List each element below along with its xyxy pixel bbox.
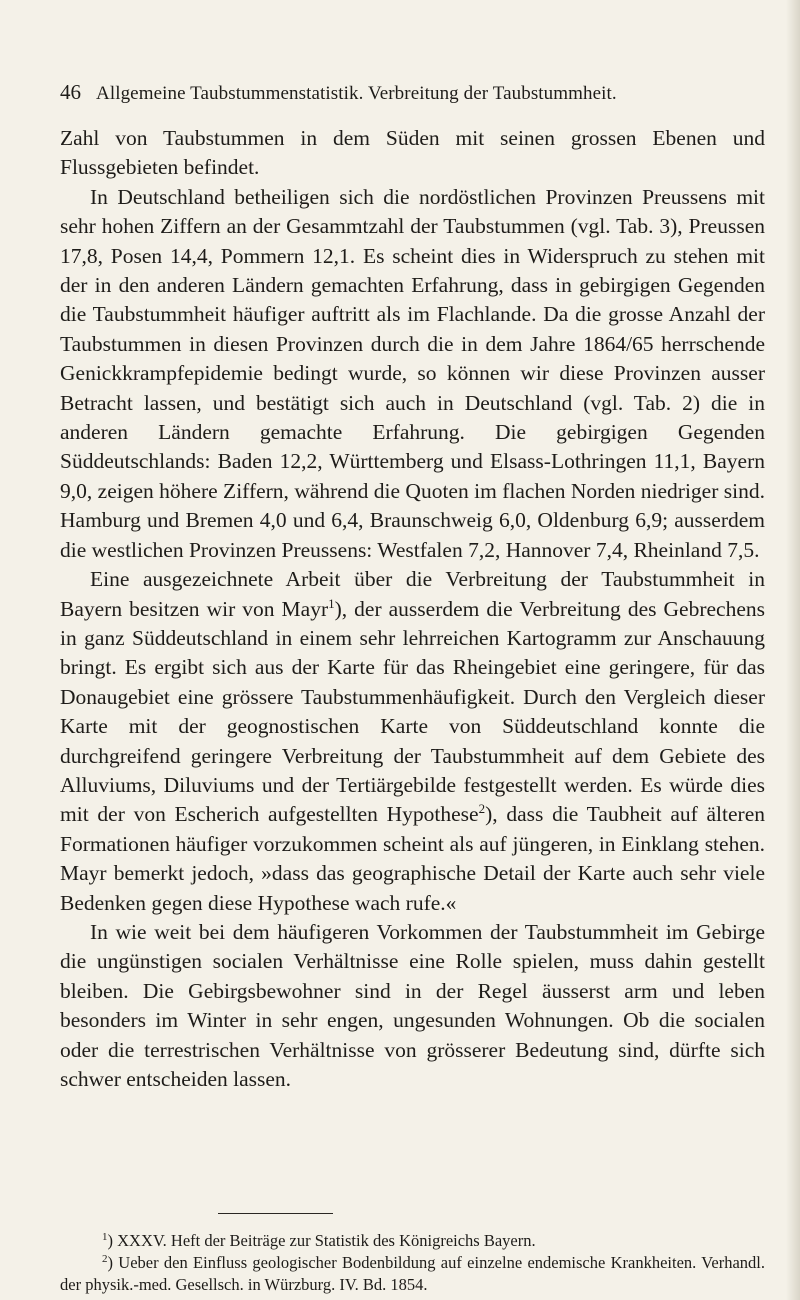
paragraph-text: In wie weit bei dem häufigeren Vorkommen der Taubstummheit im Gebirge die ungünstigen socialen Verhältnisse eine Rolle spielen, muss dahin gestellt bleiben. Die Gebirgsbewohner sind in der Regel äusserst arm und leben besonders im Winter in sehr engen, ungesunden Wohnungen. Ob die socialen oder die terrestrischen Verhältnisse von grösserer Bedeutung sind, dürfte sich schwer entscheiden lassen. <box>60 919 765 1091</box>
footnote <box>60 1252 765 1296</box>
footnote-mark: 1 <box>102 1231 108 1243</box>
footnote-rule <box>218 1213 333 1214</box>
paragraph-text: ), der ausserdem die Verbreitung des Gebrechens in ganz Süddeutschland in einem sehr lehrreichen Kartogramm zur Anschauung bringt. Es ergibt sich aus der Karte für das Rheingebiet eine geringere, für das Donaugebiet eine grössere Taubstummenhäufigkeit. Durch den Vergleich dieser Karte mit der geognostischen Karte von Süddeutschland konnte die durchgreifend geringere Verbreitung der Taubstummheit auf dem Gebiete des Alluviums, Diluviums und der Tertiärgebilde festgestellt werden. Es würde dies mit der von Escherich aufgestellten Hypothese <box>60 596 765 827</box>
footnote-reference: 1 <box>328 595 335 611</box>
footnote <box>60 1230 765 1252</box>
paragraph-text: Zahl von Taubstummen in dem Süden mit seinen grossen Ebenen und Flussgebieten befindet. <box>60 126 765 180</box>
footnote-mark: 2 <box>102 1253 108 1265</box>
page-number: 46 <box>60 80 81 104</box>
paragraph <box>60 918 765 1094</box>
page-edge-shadow <box>786 0 800 1300</box>
footnote-text: ) Ueber den Einfluss geologischer Bodenbildung auf einzelne endemische Krankheiten. Verhandl. der physik.-med. Gesellsch. in Würzburg. IV. Bd. 1854. <box>60 1253 765 1294</box>
paragraph <box>60 124 765 183</box>
footnote-reference: 2 <box>478 801 486 817</box>
running-title: Allgemeine Taubstummenstatistik. Verbreitung der Taubstummheit. <box>96 83 617 104</box>
paragraph-text: ), dass die Taubheit auf älteren Formationen häufiger vorzukommen scheint als auf jüngeren, in Einklang stehen. Mayr bemerkt jedoch, »dass das geographische Detail der Karte auch sehr viele Bedenken gegen diese Hypothese wach rufe.« <box>60 802 765 915</box>
footnote-text: ) XXXV. Heft der Beiträge zur Statistik des Königreichs Bayern. <box>107 1231 536 1250</box>
paragraph-text: In Deutschland betheiligen sich die nordöstlichen Provinzen Preussens mit sehr hohen Ziffern an der Gesammtzahl der Taubstummen (vgl. Tab. 3), Preussen 17,8, Posen 14,4, Pommern 12,1. Es scheint dies in Widerspruch zu stehen mit der in den anderen Ländern gemachten Erfahrung, dass in gebirgigen Gegenden die Taubstummheit häufiger auftritt als im Flachlande. Da die grosse Anzahl der Taubstummen in diesen Provinzen durch die in dem Jahre 1864/65 herrschende Genickkrampfepidemie bedingt wurde, so können wir diese Provinzen ausser Betracht lassen, und bestätigt sich auch in Deutschland (vgl. Tab. 2) die in anderen Ländern gemachte Erfahrung. Die gebirgigen Gegenden Süddeutschlands: Baden 12,2, Württemberg und Elsass-Lothringen 11,1, Bayern 9,0, zeigen höhere Ziffern, während die Quoten im flachen Norden niedriger sind. Hamburg und Bremen 4,0 und 6,4, Braunschweig 6,0, Oldenburg 6,9; ausserdem die westlichen Provinzen Preussens: Westfalen 7,2, Hannover 7,4, Rheinland 7,5. <box>60 184 765 562</box>
body-text <box>60 124 765 1094</box>
paragraph <box>60 183 765 565</box>
paragraph <box>60 565 765 918</box>
paragraph-text: Eine ausgezeichnete Arbeit über die Verbreitung der Taubstummheit in Bayern besitzen wir von Mayr <box>60 567 765 621</box>
running-header <box>60 80 765 106</box>
footnotes <box>60 1230 765 1296</box>
